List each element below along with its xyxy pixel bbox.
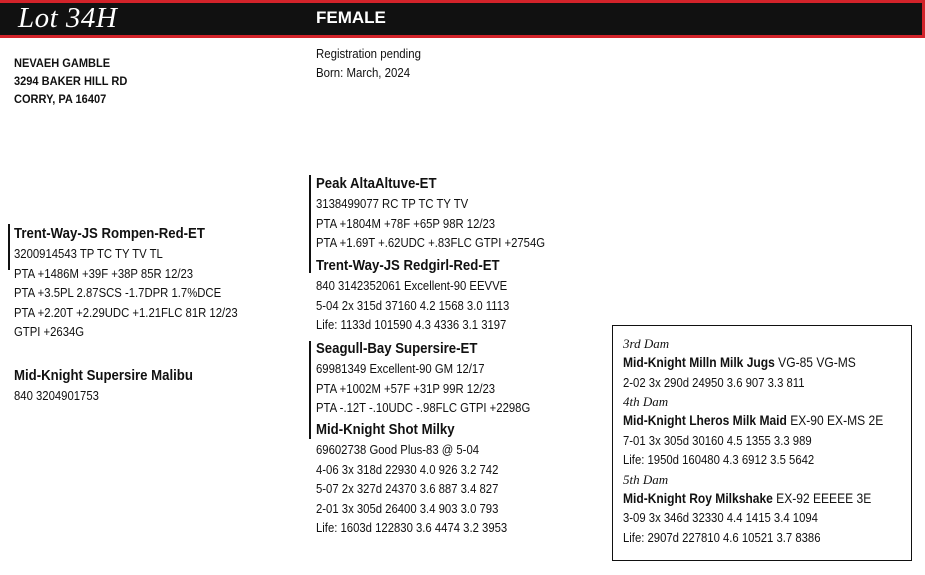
sire-sire-line: 3138499077 RC TP TC TY TV (316, 196, 469, 211)
sire-sire-line: PTA +1.69T +.62UDC +.83FLC GTPI +2754G (316, 235, 546, 250)
third-dam-record: 2-02 3x 290d 24950 3.6 907 3.3 811 (623, 374, 805, 390)
fourth-dam-record: 7-01 3x 305d 30160 4.5 1355 3.3 989 (623, 432, 812, 448)
fifth-dam-label: 5th Dam (623, 471, 669, 487)
dam-dam-line: 5-07 2x 327d 24370 3.6 887 3.4 827 (316, 481, 499, 496)
sire-dam-line: 5-04 2x 315d 37160 4.2 1568 3.0 1113 (316, 297, 510, 313)
sex-label: FEMALE (316, 8, 386, 27)
sire-line: PTA +1486M +39F +38P 85R 12/23 (14, 265, 194, 281)
third-dam-classification: VG-85 VG-MS (774, 354, 856, 370)
sire-dam-block (316, 256, 538, 335)
registration-status: Registration pending (316, 46, 421, 61)
dam-sire-line: PTA +1002M +57F +31P 99R 12/23 (316, 380, 496, 396)
dam-dam-name: Mid-Knight Shot Milky (316, 421, 455, 438)
dam-name: Mid-Knight Supersire Malibu (14, 367, 193, 384)
dam-dam-line: 2-01 3x 305d 26400 3.4 903 3.0 793 (316, 500, 499, 516)
dam-dam-line: 69602738 Good Plus-83 @ 5-04 (316, 442, 480, 457)
third-dam-label: 3rd Dam (623, 336, 670, 351)
dam-block (14, 366, 217, 406)
lot-number: Lot 34H (18, 2, 118, 34)
owner-city: CORRY, PA 16407 (14, 92, 107, 106)
dam-sire-block (316, 339, 562, 418)
fourth-dam-name (623, 411, 884, 431)
dam-dam-line: Life: 1603d 122830 3.6 4474 3.2 3953 (316, 520, 508, 535)
owner-address: 3294 BAKER HILL RD (14, 74, 128, 88)
registration-block (316, 44, 421, 82)
owner-block (14, 54, 127, 108)
sire-name: Trent-Way-JS Rompen-Red-ET (14, 225, 205, 242)
fourth-dam-record: Life: 1950d 160480 4.3 6912 3.5 5642 (623, 452, 815, 467)
fifth-dam-record: Life: 2907d 227810 4.6 10521 3.7 8386 (623, 529, 821, 545)
dam-dam-block (316, 420, 536, 538)
dam-sire-name: Seagull-Bay Supersire-ET (316, 340, 478, 357)
dam-dam-line: 4-06 3x 318d 22930 4.0 926 3.2 742 (316, 461, 499, 477)
ancestral-dams-box (612, 325, 912, 561)
sire-line: PTA +3.5PL 2.87SCS -1.7DPR 1.7%DCE (14, 285, 222, 300)
dam-sire-line: PTA -.12T -.10UDC -.98FLC GTPI +2298G (316, 400, 531, 415)
sire-block (14, 224, 271, 342)
sire-dam-name: Trent-Way-JS Redgirl-Red-ET (316, 257, 500, 274)
sire-line: GTPI +2634G (14, 324, 85, 339)
sire-line: PTA +2.20T +2.29UDC +1.21FLC 81R 12/23 (14, 304, 238, 320)
sire-sire-line: PTA +1804M +78F +65P 98R 12/23 (316, 215, 496, 231)
sire-bracket (8, 224, 10, 270)
fourth-dam-classification: EX-90 EX-MS 2E (786, 412, 884, 428)
birth-date: Born: March, 2024 (316, 65, 411, 80)
banner-inner (0, 3, 922, 35)
fifth-dam-name (623, 489, 872, 509)
fourth-dam-name-text: Mid-Knight Lheros Milk Maid (623, 412, 787, 428)
fifth-dam-name-text: Mid-Knight Roy Milkshake (623, 489, 773, 506)
sire-dam-line: Life: 1133d 101590 4.3 4336 3.1 3197 (316, 317, 507, 332)
fourth-dam-label: 4th Dam (623, 394, 669, 409)
sire-line: 3200914543 TP TC TY TV TL (14, 246, 163, 261)
dam-line: 840 3204901753 (14, 388, 99, 403)
lot-banner (0, 0, 925, 38)
owner-name: NEVAEH GAMBLE (14, 56, 111, 70)
third-dam-name (623, 353, 862, 373)
sire-sire-bracket (309, 175, 311, 273)
sire-sire-name: Peak AltaAltuve-ET (316, 175, 437, 192)
fifth-dam-record: 3-09 3x 346d 32330 4.4 1415 3.4 1094 (623, 510, 818, 525)
third-dam-name-text: Mid-Knight Milln Milk Jugs (623, 354, 775, 370)
dam-sire-bracket (309, 341, 311, 439)
dam-sire-line: 69981349 Excellent-90 GM 12/17 (316, 361, 485, 376)
sire-sire-block (316, 174, 579, 253)
fifth-dam-classification: EX-92 EEEEE 3E (772, 489, 872, 506)
sire-dam-line: 840 3142352061 Excellent-90 EEVVE (316, 278, 508, 293)
